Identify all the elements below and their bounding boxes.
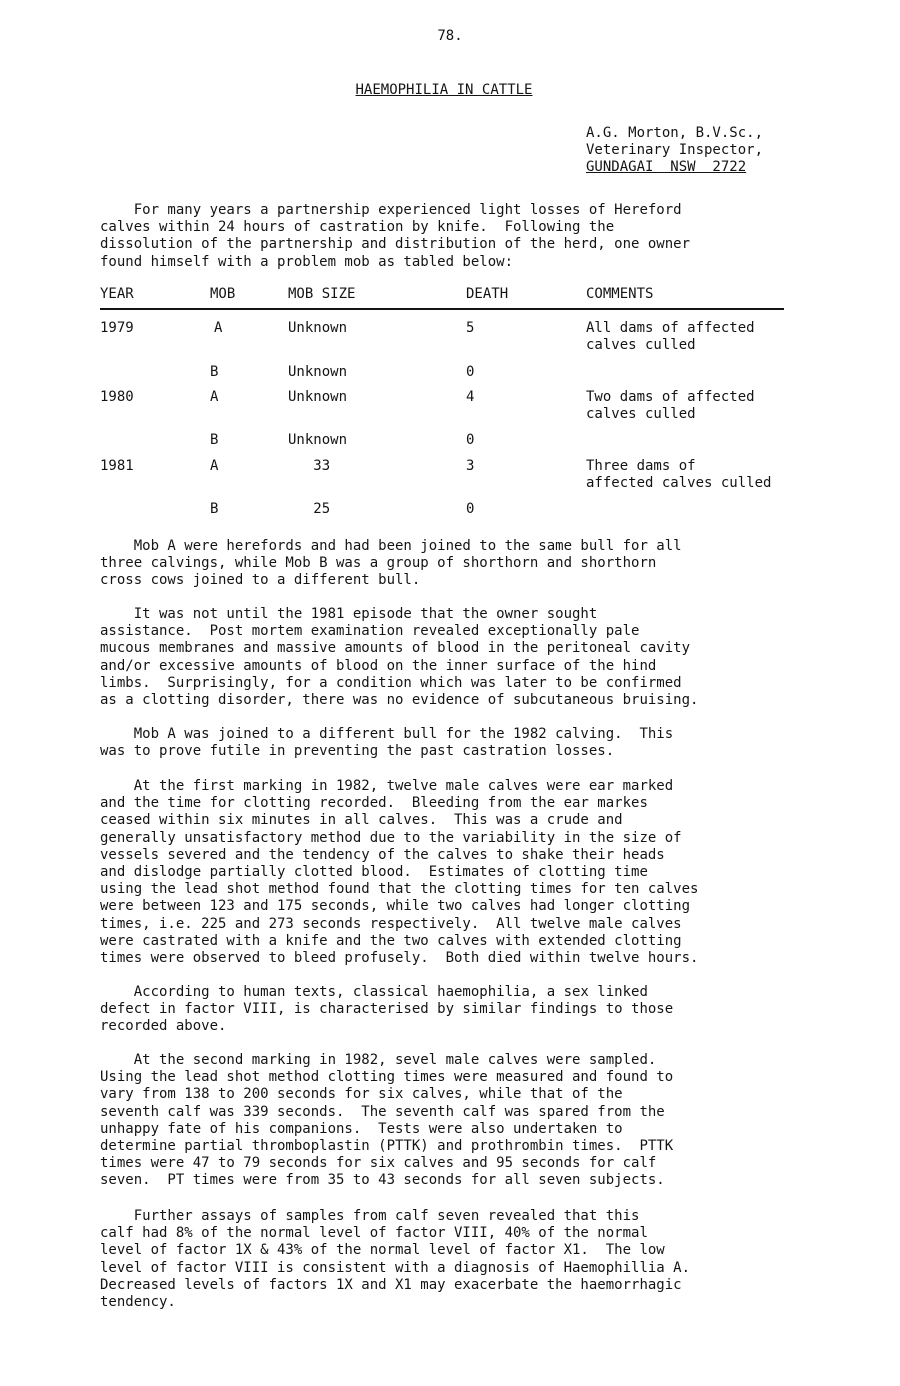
cell-mob-size: 25 <box>288 501 331 517</box>
cell-mob-size: Unknown <box>288 389 348 405</box>
cell-comments: All dams of affected calves culled <box>586 320 755 354</box>
cell-mob: A <box>210 389 219 405</box>
cell-mob: A <box>210 458 219 474</box>
paragraph-post-mortem: It was not until the 1981 episode that the owner sought assistance. Post mortem examination revealed exceptionally pale mucous membranes and massive amounts of blood in the peritoneal cavity and/or excessive amounts of blood on the inner surface of the hind limbs. Surprisingly, for a condition which was later to be confirmed as a clotting disorder, there was no evidence of subcutaneous bruising. <box>100 606 699 709</box>
cell-death: 0 <box>466 501 475 517</box>
table-header-rule <box>100 308 784 310</box>
cell-comments: Two dams of affected calves culled <box>586 389 755 423</box>
cell-death: 5 <box>466 320 475 336</box>
article-title: HAEMOPHILIA IN CATTLE <box>355 82 533 98</box>
paragraph-second-marking: At the second marking in 1982, sevel male calves were sampled. Using the lead shot method clotting times were measured and found to vary from 138 to 200 seconds for six calves, while that of the seventh calf was 339 seconds. The seventh calf was spared from the unhappy fate of his companions. Tests were also undertaken to determine partial thromboplastin (PTTK) and prothrombin times. PTTK times were 47 to 79 seconds for six calves and 95 seconds for calf seven. PT times were from 35 to 43 seconds for all seven subjects. <box>100 1052 674 1189</box>
paragraph-first-marking: At the first marking in 1982, twelve male calves were ear marked and the time for clotting recorded. Bleeding from the ear markes ceased within six minutes in all calves. This was a crude and generally unsatisfactory method due to the variability in the size of vessels severed and the tendency of the calves to shake their heads and dislodge partially clotted blood. Estimates of clotting time using the lead shot method found that the clotting times for ten calves were between 123 and 175 seconds, while two calves had longer clotting times, i.e. 225 and 273 seconds respectively. All twelve male calves were castrated with a knife and the two calves with extended clotting times were observed to bleed profusely. Both died within twelve hours. <box>100 778 699 967</box>
cell-mob: B <box>210 364 219 380</box>
paragraph-assays: Further assays of samples from calf seven revealed that this calf had 8% of the normal level of factor VIII, 40% of the normal level of factor 1X & 43% of the normal level of factor X1. The low level of factor VIII is consistent with a diagnosis of Haemophillia A. Decreased levels of factors 1X and X1 may exacerbate the haemorrhagic tendency. <box>100 1208 691 1311</box>
cell-death: 3 <box>466 458 475 474</box>
cell-comments: Three dams of affected calves culled <box>586 458 772 492</box>
paragraph-intro: For many years a partnership experienced light losses of Hereford calves within 24 hours of castration by knife. Following the dissolution of the partnership and distribution of the herd, one owner found himself with a problem mob as tabled below: <box>100 202 691 270</box>
cell-death: 0 <box>466 364 475 380</box>
cell-year: 1981 <box>100 458 134 474</box>
table-header <box>100 286 800 306</box>
cell-death: 0 <box>466 432 475 448</box>
cell-mob-size: Unknown <box>288 320 348 336</box>
cell-year: 1980 <box>100 389 134 405</box>
cell-death: 4 <box>466 389 475 405</box>
header-death: DEATH <box>466 286 509 302</box>
header-comments: COMMENTS <box>586 286 654 302</box>
paragraph-human-texts: According to human texts, classical haemophilia, a sex linked defect in factor VIII, is characterised by similar findings to those recorded above. <box>100 984 674 1035</box>
header-year: YEAR <box>100 286 134 302</box>
cell-mob-size: Unknown <box>288 364 348 380</box>
cell-mob-size: Unknown <box>288 432 348 448</box>
paragraph-1982-calving: Mob A was joined to a different bull for the 1982 calving. This was to prove futile in preventing the past castration losses. <box>100 726 674 760</box>
author-name: A.G. Morton, B.V.Sc., <box>586 125 764 141</box>
paragraph-mob-description: Mob A were herefords and had been joined to the same bull for all three calvings, while Mob B was a group of shorthorn and shorthorn cross cows joined to a different bull. <box>100 538 682 589</box>
cell-mob: A <box>214 320 223 336</box>
author-location: GUNDAGAI NSW 2722 <box>586 159 747 176</box>
author-block <box>586 125 763 177</box>
page-number: 78. <box>437 28 463 44</box>
header-mob-size: MOB SIZE <box>288 286 356 302</box>
cell-mob: B <box>210 432 219 448</box>
author-position: Veterinary Inspector, <box>586 142 764 159</box>
cell-year: 1979 <box>100 320 134 336</box>
header-mob: MOB <box>210 286 236 302</box>
cell-mob-size: 33 <box>288 458 331 474</box>
cell-mob: B <box>210 501 219 517</box>
losses-table <box>100 286 800 517</box>
